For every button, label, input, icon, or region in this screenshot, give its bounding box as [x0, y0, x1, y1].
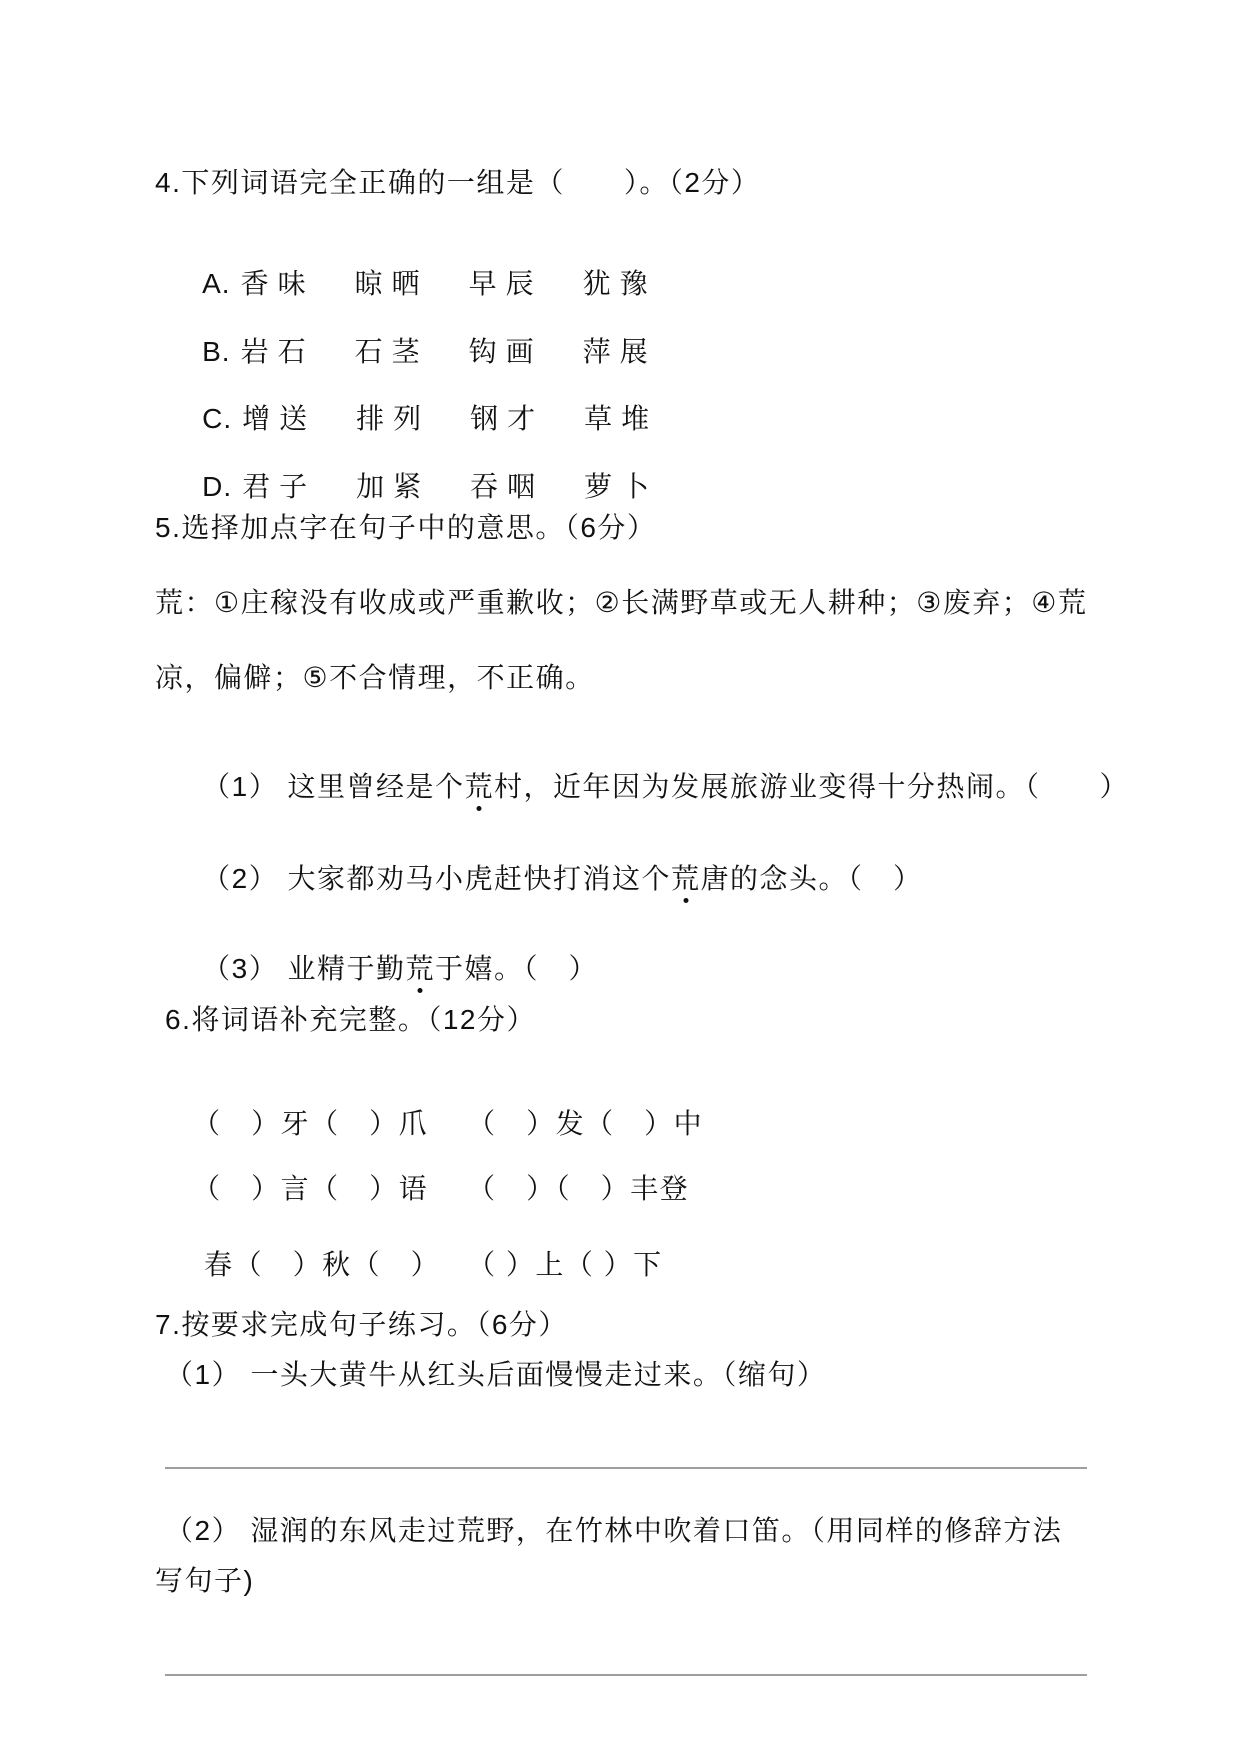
q6-row-1-col-2: （ ）发（ ）中	[467, 1108, 704, 1139]
q5-definition-line-1: 荒：①庄稼没有收成或严重歉收；②长满野草或无人耕种；③废弃；④荒	[155, 587, 1088, 618]
q4-option-b-word: 岩石	[240, 336, 315, 367]
q7-item-2-line-2: 写句子)	[155, 1565, 255, 1596]
q5-item-1-post: 村，近年因为发展旅游业变得十分热闹。（ ）	[494, 771, 1130, 802]
q7-item-2-line-1: （2） 湿润的东风走过荒野，在竹林中吹着口笛。（用同样的修辞方法	[165, 1515, 1063, 1546]
q4-option-a-word: 犹豫	[582, 268, 657, 299]
answer-line-2	[165, 1674, 1087, 1676]
q6-row-1-col-1: （ ）牙（ ）爪	[192, 1108, 429, 1139]
q5-item-1	[165, 736, 1129, 838]
question-7-title: 7.按要求完成句子练习。（6分）	[155, 1309, 568, 1340]
q5-item-2-dotted-char: 荒	[670, 863, 701, 894]
q5-definition-line-2: 凉，偏僻；⑤不合情理，不正确。	[155, 662, 595, 693]
q5-item-3-pre: （3） 业精于勤	[202, 953, 406, 984]
q4-option-a-word: 香味	[240, 268, 315, 299]
q5-item-2-pre: （2） 大家都劝马小虎赶快打消这个	[202, 863, 671, 894]
q6-row-3	[167, 1214, 663, 1316]
q4-option-d-word: 加紧	[356, 471, 431, 502]
question-6-title: 6.将词语补充完整。（12分）	[165, 1004, 536, 1035]
q6-row-3-col-1: 春（ ）秋（ ）	[204, 1249, 441, 1280]
q7-item-1: （1） 一头大黄牛从红头后面慢慢走过来。（缩句）	[165, 1359, 827, 1390]
question-5-title: 5.选择加点字在句子中的意思。（6分）	[155, 512, 657, 543]
q4-option-b-word: 萍展	[582, 336, 657, 367]
q5-item-2-post: 唐的念头。（ ）	[700, 863, 923, 894]
q4-option-d-label: D.	[202, 471, 233, 502]
q6-row-2-col-1: （ ）言（ ）语	[192, 1173, 429, 1204]
q5-item-1-pre: （1） 这里曾经是个	[202, 771, 465, 802]
q4-option-c-word: 钢才	[470, 403, 545, 434]
q5-item-3-post: 于嬉。（ ）	[435, 953, 599, 984]
q4-option-a-word: 晾晒	[354, 268, 429, 299]
q4-option-d-word: 君子	[242, 471, 317, 502]
q4-option-b-word: 石茎	[354, 336, 429, 367]
q5-item-1-dotted-char: 荒	[464, 771, 494, 802]
answer-line-1	[165, 1467, 1087, 1469]
q4-option-a-label: A.	[202, 268, 231, 299]
q4-option-b-word: 钩画	[468, 336, 543, 367]
q4-option-d-word: 萝卜	[584, 471, 659, 502]
q6-row-2-col-2: （ ）（ ）丰登	[467, 1173, 690, 1204]
q5-item-2	[165, 828, 923, 930]
q4-option-c-word: 草堆	[584, 403, 659, 434]
q4-option-c-label: C.	[202, 403, 233, 434]
q4-option-d-word: 吞咽	[470, 471, 545, 502]
question-4-title: 4.下列词语完全正确的一组是（ ）。（2分）	[155, 167, 761, 198]
q4-option-c-word: 增送	[242, 403, 317, 434]
q4-option-b-label: B.	[202, 336, 231, 367]
q4-option-a-word: 早辰	[468, 268, 543, 299]
q4-option-c-word: 排列	[356, 403, 431, 434]
q6-row-3-col-2: （ ）上（ ）下	[467, 1249, 663, 1280]
q5-item-3-dotted-char: 荒	[405, 953, 435, 984]
